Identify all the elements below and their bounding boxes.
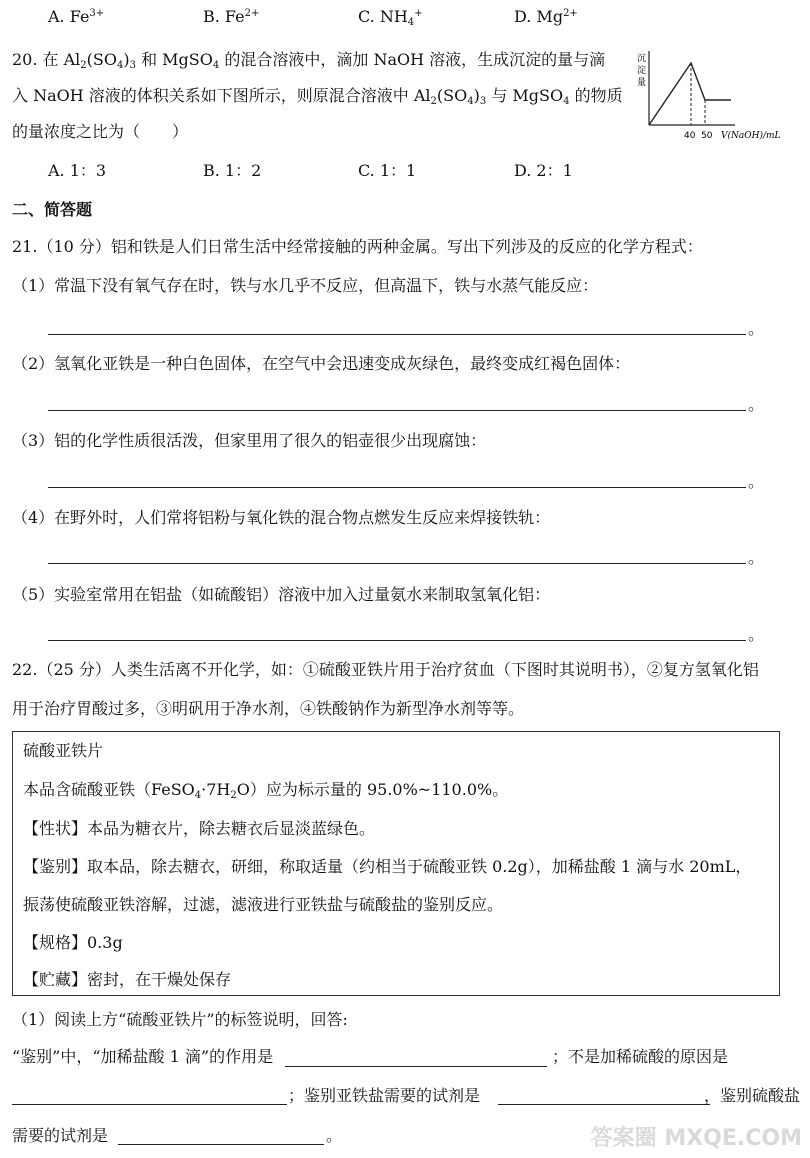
q21-end-mark-1: 。	[748, 319, 765, 338]
q21-answer-blank-3[interactable]	[48, 487, 746, 488]
q20-option-d: D. 2：1	[514, 161, 573, 180]
q22-sub1-line2-text-a: ；鉴别亚铁盐需要的试剂是	[288, 1086, 481, 1105]
q21-answer-blank-2[interactable]	[48, 410, 746, 411]
graph-curve	[649, 63, 731, 125]
q19-option-d: D. $Mg^{2+}$	[514, 7, 578, 26]
q22-blank-not-h2so4-reason[interactable]	[12, 1104, 287, 1105]
q21-end-mark-2: 。	[748, 395, 765, 414]
label-identify-line2: 振荡使硫酸亚铁溶解，过滤，滤液进行亚铁盐与硫酸盐的鉴别反应。	[23, 895, 504, 914]
label-title: 硫酸亚铁片	[23, 741, 104, 760]
q21-item-1: （1）常温下没有氧气存在时，铁与水几乎不反应，但高温下，铁与水蒸气能反应：	[12, 276, 599, 295]
q20-option-b: B. 1：2	[203, 161, 262, 180]
q21-item-5: （5）实验室常用在铝盐（如硫酸铝）溶液中加入过量氨水来制取氢氧化铝：	[12, 585, 551, 604]
graph-ylabel-2: 淀	[637, 66, 647, 76]
q22-blank-hcl-purpose[interactable]	[285, 1066, 547, 1067]
label-identify-line1: 【鉴别】取本品，除去糖衣，研细，称取适量（约相当于硫酸亚铁 0.2g），加稀盐酸 1 滴与水 20mL，	[23, 857, 752, 876]
graph-tick-40: 40	[684, 131, 696, 141]
q21-answer-blank-1[interactable]	[48, 334, 746, 335]
q21-end-mark-5: 。	[748, 625, 765, 644]
q22-stem-line2: 用于治疗胃酸过多，③明矾用于净水剂，④铁酸钠作为新型净水剂等等。	[12, 699, 525, 718]
precipitate-volume-graph	[635, 45, 785, 145]
q22-blank-sulfate-reagent[interactable]	[118, 1144, 324, 1145]
q20-option-c: C. 1：1	[358, 161, 417, 180]
q21-end-mark-3: 。	[748, 472, 765, 491]
label-storage: 【贮藏】密封，在干燥处保存	[23, 970, 232, 989]
watermark: 答案圈 MXQE.COM	[590, 1126, 802, 1151]
q22-stem-line1: 22.（25 分）人类生活离不开化学，如：①硫酸亚铁片用于治疗贫血（下图时其说明书），②复方氢氧化铝	[12, 660, 759, 679]
q21-stem: 21.（10 分）铝和铁是人们日常生活中经常接触的两种金属。写出下列涉及的反应的化学方程式：	[12, 237, 703, 256]
q22-sub1-line1-text-b: ；不是加稀硫酸的原因是	[552, 1047, 729, 1066]
q22-sub1-intro: （1）阅读上方“硫酸亚铁片”的标签说明，回答:	[12, 1010, 348, 1029]
q20-stem-line3: 的量浓度之比为（ ）	[12, 122, 189, 141]
q19-option-c: C. $NH_4^+$	[358, 7, 423, 28]
q21-answer-blank-4[interactable]	[48, 563, 746, 564]
q21-end-mark-4: 。	[748, 548, 765, 567]
q21-item-2: （2）氢氧化亚铁是一种白色固体，在空气中会迅速变成灰绿色，最终变成红褐色固体：	[12, 354, 631, 373]
q22-blank-ferrous-reagent[interactable]	[498, 1104, 710, 1105]
label-content: 本品含硫酸亚铁$(FeSO_4\cdot 7H_2O)$应为标示量的 95.0%~110.0%。	[23, 780, 509, 801]
q22-sub1-line3-text-b: 。	[326, 1126, 343, 1145]
graph-ylabel-3: 量	[637, 78, 647, 88]
q22-sub1-line1-text-a: “鉴别”中，“加稀盐酸 1 滴”的作用是	[12, 1047, 274, 1066]
label-spec: 【规格】0.3g	[23, 933, 123, 952]
graph-ylabel-1: 沉	[637, 54, 647, 64]
section-title: 二、简答题	[12, 200, 93, 219]
label-property: 【性状】本品为糖衣片，除去糖衣后显淡蓝绿色。	[23, 819, 376, 838]
q22-sub1-line3-text-a: 需要的试剂是	[12, 1126, 109, 1145]
q19-option-b: B. $Fe^{2+}$	[203, 7, 260, 26]
graph-tick-50: 50	[701, 131, 713, 141]
q22-sub1-line2-text-b: ，鉴别硫酸盐	[704, 1086, 801, 1105]
q20-option-a: A. 1：3	[48, 161, 107, 180]
q21-item-4: （4）在野外时，人们常将铝粉与氧化铁的混合物点燃发生反应来焊接铁轨：	[12, 508, 551, 527]
graph-xlabel: V(NaOH)/mL	[721, 131, 781, 141]
q19-option-a: A. $Fe^{3+}$	[48, 7, 105, 26]
q21-item-3: （3）铝的化学性质很活泼，但家里用了很久的铝壶很少出现腐蚀：	[12, 431, 487, 450]
q20-stem-line2: 入 NaOH 溶液的体积关系如下图所示，则原混合溶液中 $Al_2(SO_4)_3$ 与 MgSO$_4$ 的物质	[12, 86, 623, 107]
medicine-label-box	[12, 731, 780, 996]
q20-stem-line1: 20. 在 $Al_2(SO_4)_3$ 和 MgSO$_4$ 的混合溶液中，滴加 NaOH 溶液，生成沉淀的量与滴	[12, 50, 606, 71]
q21-answer-blank-5[interactable]	[48, 640, 746, 641]
